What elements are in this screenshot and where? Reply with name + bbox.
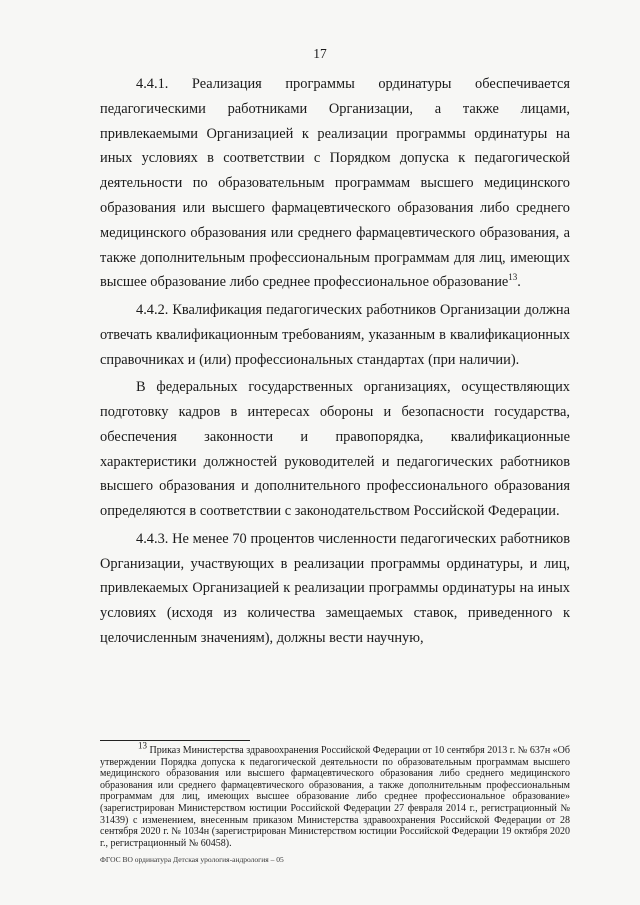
paragraph-4-4-2: 4.4.2. Квалификация педагогических работников Организации должна отвечать квалификационным требованиям, указанным в квалификационных справочниках и (или) профессиональных стандартах (при наличии). xyxy=(100,301,570,368)
footnote-text: Приказ Министерства здравоохранения Российской Федерации от 10 сентября 2013 г. № 637н «Об утверждении Порядка допуска к педагогической деятельности по образовательным программам высшего медицинского образования или высшего фармацевтического образования либо среднего медицинского образования или среднего фармацевтического образования, а также дополнительным профессиональным программам для лиц, имеющих высшее образование либо среднее профессиональное образование» (зарегистрирован Министерством юстиции Российской Федерации 27 февраля 2014 г., регистрационный № 31439) с изменением, внесенным приказом Министерства здравоохранения Российской Федерации от 28 сентября 2020 г. № 1034н (зарегистрирован Министерством юстиции Российской Федерации 19 октября 2020 г., регистрационный № 60458). xyxy=(100,745,570,849)
paragraph-federal-organizations: В федеральных государственных организациях, осуществляющих подготовку кадров в интересах обороны и безопасности государства, обеспечения законности и правопорядка, квалификационные характеристики должностей руководителей и педагогических работников высшего образования и дополнительного профессионального образования определяются в соответствии с законодательством Российской Федерации. xyxy=(100,379,570,520)
footnote-separator xyxy=(100,740,250,741)
page-number: 17 xyxy=(313,46,327,61)
paragraph-4-4-3: 4.4.3. Не менее 70 процентов численности педагогических работников Организации, участвующих в реализации программы ординатуры, и лиц, привлекаемых Организацией к реализации программы ординатуры на иных условиях (исходя из количества замещаемых ставок, приведенного к целочисленным значениям), должны вести научную, xyxy=(100,530,570,646)
footnote-number: 13 xyxy=(138,740,147,751)
paragraph-4-4-1: 4.4.1. Реализация программы ординатуры обеспечивается педагогическими работниками Организации, а также лицами, привлекаемыми Организацией к реализации программы ординатуры на иных условиях в соответствии с Порядком допуска к педагогической деятельности по образовательным программам высшего медицинского образования или высшего фармацевтического образования либо среднего медицинского образования или среднего фармацевтического образования, а также дополнительным профессиональным программам для лиц, имеющих высшее образование либо среднее профессиональное образование$^{13}$. xyxy=(100,76,570,291)
page-footer: ФГОС ВО ординатура Детская урология-андрология – 05 xyxy=(100,855,284,864)
body-text xyxy=(100,72,570,651)
footnote-13 xyxy=(100,740,570,849)
footnote-ref[interactable]: 13 xyxy=(508,272,518,283)
